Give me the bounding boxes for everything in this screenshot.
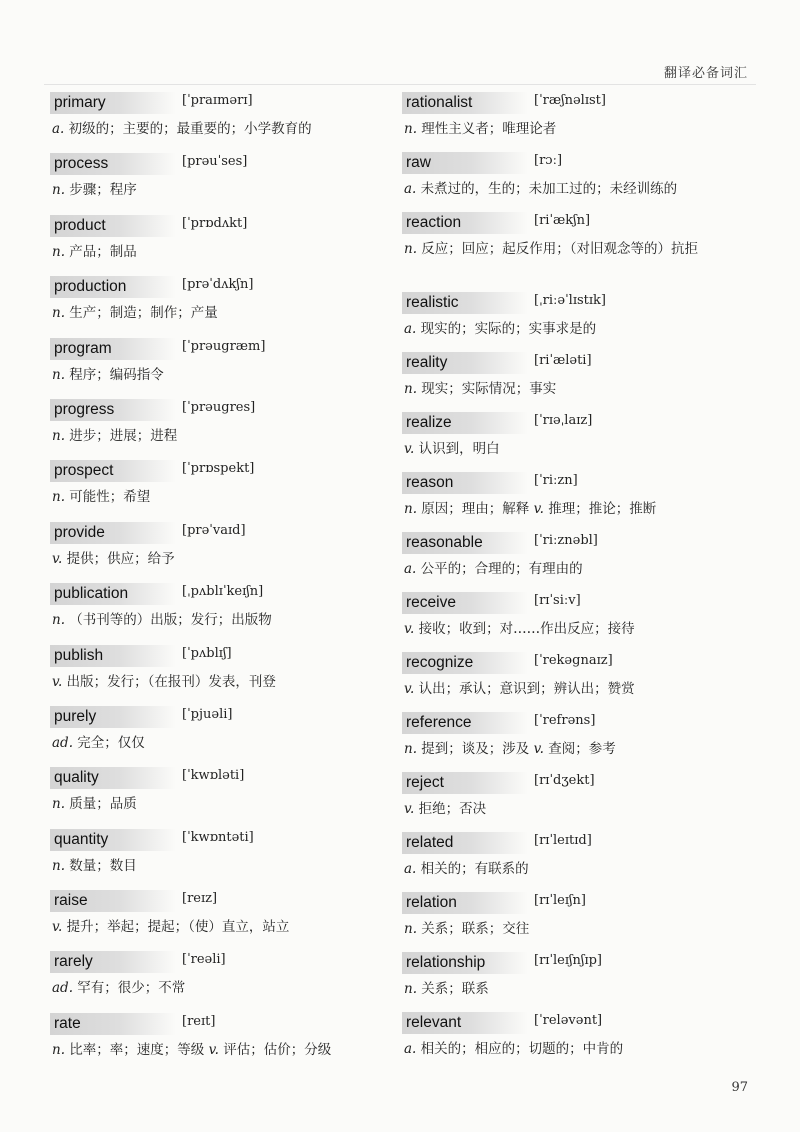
vocab-definition xyxy=(52,549,397,570)
page-header-title: 翻译必备词汇 xyxy=(663,66,748,81)
vocab-word: provide xyxy=(50,522,176,544)
vocab-word: reason xyxy=(402,472,528,494)
vocab-word: quantity xyxy=(50,829,176,851)
vocab-entry xyxy=(402,292,752,352)
definition-text: 完全；仅仅 xyxy=(77,734,145,751)
part-of-speech: n. xyxy=(404,241,417,257)
vocab-definition xyxy=(404,679,749,700)
vocab-word: raw xyxy=(402,152,528,174)
part-of-speech: v. xyxy=(533,501,544,517)
definition-text: 现实的；实际的；实事求是的 xyxy=(420,321,597,337)
vocab-definition xyxy=(52,917,397,938)
part-of-speech: n. xyxy=(52,857,65,874)
phonetic-transcription: [riˈæləti] xyxy=(534,353,592,368)
header-divider xyxy=(44,84,756,85)
definition-text: （书刊等的）出版；发行；出版物 xyxy=(69,612,272,629)
vocab-word: relationship xyxy=(402,952,528,974)
part-of-speech: v. xyxy=(52,673,63,690)
vocab-entry xyxy=(50,522,400,583)
vocab-definition xyxy=(52,610,397,631)
vocab-definition xyxy=(404,859,749,880)
phonetic-transcription: [reɪz] xyxy=(182,891,218,907)
vocab-word: reality xyxy=(402,352,528,374)
definition-text: 相关的；相应的；切题的；中肯的 xyxy=(420,1041,624,1057)
part-of-speech: v. xyxy=(404,441,415,457)
vocab-definition xyxy=(404,319,749,340)
vocab-word: relation xyxy=(402,892,528,914)
definition-text: 生产；制造；制作；产量 xyxy=(69,305,218,322)
vocab-word: related xyxy=(402,832,528,854)
vocab-word: receive xyxy=(402,592,528,614)
vocab-entry xyxy=(50,645,400,706)
definition-text: 接收；收到；对……作出反应；接待 xyxy=(418,621,635,637)
definition-text: 相关的；有联系的 xyxy=(420,861,529,877)
definition-text: 未煮过的，生的；未加工过的；未经训练的 xyxy=(420,181,678,197)
phonetic-transcription: [ˈrekəgnaɪz] xyxy=(534,653,613,668)
definition-text: 质量；品质 xyxy=(69,796,137,813)
phonetic-transcription: [ˌpʌblɪˈkeɪʃn] xyxy=(182,584,264,600)
vocab-entry xyxy=(402,92,752,152)
vocab-entry xyxy=(50,215,400,276)
vocab-definition xyxy=(52,733,397,754)
vocab-definition xyxy=(52,978,397,999)
part-of-speech: n. xyxy=(52,489,65,506)
part-of-speech: n. xyxy=(404,501,417,517)
vocab-definition xyxy=(404,979,749,1000)
definition-text: 关系；联系 xyxy=(421,981,489,997)
vocab-definition xyxy=(404,799,749,820)
vocab-word: process xyxy=(50,153,176,175)
part-of-speech: a. xyxy=(404,861,417,877)
phonetic-transcription: [ˌriːəˈlɪstɪk] xyxy=(534,293,606,308)
page-number: 97 xyxy=(731,1080,748,1095)
part-of-speech: n. xyxy=(52,1041,65,1058)
vocab-definition xyxy=(52,242,397,263)
definition-text: 程序；编码指令 xyxy=(69,366,164,383)
part-of-speech: n. xyxy=(52,612,65,629)
part-of-speech: ad. xyxy=(52,734,73,751)
vocab-entry xyxy=(402,772,752,832)
vocab-entry xyxy=(402,592,752,652)
vocab-word: realize xyxy=(402,412,528,434)
vocab-entry xyxy=(50,92,400,153)
definition-text: 拒绝；否决 xyxy=(418,801,487,817)
phonetic-transcription: [prəˈdʌkʃn] xyxy=(182,277,254,293)
vocab-definition xyxy=(52,794,397,815)
right-column xyxy=(402,92,752,1072)
definition-text: 认出；承认；意识到；辨认出；赞赏 xyxy=(418,681,635,697)
part-of-speech: n. xyxy=(52,305,65,322)
phonetic-transcription: [prəuˈses] xyxy=(182,154,248,170)
vocab-word: rarely xyxy=(50,951,176,973)
vocab-definition xyxy=(404,499,749,520)
definition-text: 比率；率；速度；等级 xyxy=(69,1041,205,1058)
vocab-entry xyxy=(50,153,400,214)
definition-text: 查阅；参考 xyxy=(548,741,616,757)
phonetic-transcription: [reɪt] xyxy=(182,1013,216,1029)
vocab-word: primary xyxy=(50,92,176,114)
vocab-word: program xyxy=(50,338,176,360)
vocab-entry xyxy=(50,951,400,1012)
vocab-entry xyxy=(402,152,752,212)
definition-text: 进步；进展；进程 xyxy=(69,427,178,444)
definition-text: 提升；举起；提起；（使）直立，站立 xyxy=(66,919,290,936)
phonetic-transcription: [ˈprəugres] xyxy=(182,399,256,415)
part-of-speech: n. xyxy=(52,796,65,813)
vocab-definition xyxy=(52,487,397,508)
part-of-speech: a. xyxy=(404,181,417,197)
part-of-speech: v. xyxy=(52,550,63,567)
vocab-entry xyxy=(50,583,400,644)
phonetic-transcription: [rɪˈdʒekt] xyxy=(534,773,595,788)
part-of-speech: n. xyxy=(52,243,65,260)
part-of-speech: n. xyxy=(52,182,65,199)
vocab-entry xyxy=(402,952,752,1012)
vocab-word: reference xyxy=(402,712,528,734)
definition-text: 提到；谈及；涉及 xyxy=(421,741,530,757)
phonetic-transcription: [riˈækʃn] xyxy=(534,213,591,228)
part-of-speech: v. xyxy=(533,741,544,757)
vocab-definition xyxy=(52,672,397,693)
vocab-word: purely xyxy=(50,706,176,728)
part-of-speech: n. xyxy=(404,381,417,397)
definition-text: 认识到，明白 xyxy=(418,441,500,457)
vocab-entry xyxy=(50,276,400,337)
definition-text: 公平的；合理的；有理由的 xyxy=(420,561,583,577)
phonetic-transcription: [rɔː] xyxy=(534,153,563,168)
phonetic-transcription: [ˈræʃnəlɪst] xyxy=(534,93,606,108)
vocab-entry xyxy=(402,832,752,892)
vocab-word: reject xyxy=(402,772,528,794)
part-of-speech: ad. xyxy=(52,980,73,997)
phonetic-transcription: [ˈkwɒntəti] xyxy=(182,829,254,845)
part-of-speech: a. xyxy=(404,561,417,577)
vocab-definition xyxy=(404,739,749,760)
vocab-word: publication xyxy=(50,583,176,605)
part-of-speech: v. xyxy=(208,1041,219,1058)
definition-text: 步骤；程序 xyxy=(69,182,137,199)
vocab-definition xyxy=(52,1040,397,1061)
vocab-definition xyxy=(404,239,749,260)
part-of-speech: v. xyxy=(52,919,63,936)
vocab-definition xyxy=(404,559,749,580)
vocab-word: reasonable xyxy=(402,532,528,554)
phonetic-transcription: [rɪˈleɪtɪd] xyxy=(534,833,592,848)
definition-text: 反应；回应；起反作用；（对旧观念等的）抗拒 xyxy=(421,241,699,257)
vocab-entry xyxy=(50,890,400,951)
vocab-entry xyxy=(50,1013,400,1074)
vocab-word: quality xyxy=(50,767,176,789)
phonetic-transcription: [rɪˈleɪʃn] xyxy=(534,893,586,908)
vocab-definition xyxy=(52,119,397,140)
vocab-word: rationalist xyxy=(402,92,528,114)
part-of-speech: a. xyxy=(404,1041,417,1057)
phonetic-transcription: [rɪˈsiːv] xyxy=(534,593,581,608)
vocab-entry xyxy=(50,767,400,828)
vocab-entry xyxy=(402,472,752,532)
part-of-speech: n. xyxy=(52,366,65,383)
phonetic-transcription: [ˈprɒspekt] xyxy=(182,461,255,477)
vocab-definition xyxy=(404,379,749,400)
part-of-speech: n. xyxy=(52,427,65,444)
phonetic-transcription: [rɪˈleɪʃnʃɪp] xyxy=(534,953,603,968)
phonetic-transcription: [ˈrɪəˌlaɪz] xyxy=(534,413,593,428)
phonetic-transcription: [ˈriːzn] xyxy=(534,473,578,488)
vocab-word: realistic xyxy=(402,292,528,314)
phonetic-transcription: [ˈriːznəbl] xyxy=(534,533,598,548)
part-of-speech: v. xyxy=(404,801,415,817)
vocab-definition xyxy=(404,439,749,460)
definition-text: 推理；推论；推断 xyxy=(548,501,657,517)
phonetic-transcription: [prəˈvaɪd] xyxy=(182,522,246,538)
definition-text: 罕有；很少；不常 xyxy=(77,980,186,997)
vocab-definition xyxy=(404,119,749,140)
left-column xyxy=(50,92,400,1074)
vocab-word: production xyxy=(50,276,176,298)
definition-text: 关系；联系；交往 xyxy=(421,921,530,937)
vocab-entry xyxy=(402,1012,752,1072)
part-of-speech: n. xyxy=(404,981,417,997)
vocab-entry xyxy=(402,652,752,712)
definition-text: 可能性；希望 xyxy=(69,489,151,506)
vocab-word: relevant xyxy=(402,1012,528,1034)
vocab-entry xyxy=(402,212,752,292)
part-of-speech: a. xyxy=(52,121,65,137)
part-of-speech: a. xyxy=(404,321,417,337)
vocab-entry xyxy=(402,412,752,472)
vocab-entry xyxy=(402,532,752,592)
vocab-entry xyxy=(50,338,400,399)
vocab-word: reaction xyxy=(402,212,528,234)
vocab-definition xyxy=(52,303,397,324)
vocab-definition xyxy=(52,365,397,386)
definition-text: 现实；实际情况；事实 xyxy=(421,381,557,397)
vocab-definition xyxy=(404,619,749,640)
vocab-definition xyxy=(52,180,397,201)
definition-text: 评估；估价；分级 xyxy=(223,1041,332,1058)
vocab-definition xyxy=(52,426,397,447)
vocab-entry xyxy=(50,460,400,521)
part-of-speech: n. xyxy=(404,921,417,937)
definition-text: 原因；理由；解释 xyxy=(421,501,530,517)
vocab-definition xyxy=(404,1039,749,1060)
phonetic-transcription: [ˈpʌblɪʃ] xyxy=(182,645,232,661)
vocab-word: publish xyxy=(50,645,176,667)
vocab-entry xyxy=(50,706,400,767)
vocab-entry xyxy=(402,352,752,412)
definition-text: 初级的；主要的；最重要的；小学教育的 xyxy=(68,121,312,137)
vocab-entry xyxy=(50,829,400,890)
vocab-definition xyxy=(404,179,749,200)
definition-text: 提供；供应；给予 xyxy=(66,550,175,567)
phonetic-transcription: [ˈrefrəns] xyxy=(534,713,596,728)
phonetic-transcription: [ˈprɒdʌkt] xyxy=(182,215,248,231)
vocab-entry xyxy=(50,399,400,460)
phonetic-transcription: [ˈprəugræm] xyxy=(182,338,266,354)
phonetic-transcription: [ˈpraɪmərɪ] xyxy=(182,93,253,108)
vocab-entry xyxy=(402,892,752,952)
definition-text: 产品；制品 xyxy=(69,243,137,260)
definition-text: 出版；发行；（在报刊）发表，刊登 xyxy=(66,673,276,690)
vocab-definition xyxy=(404,919,749,940)
vocab-word: prospect xyxy=(50,460,176,482)
phonetic-transcription: [ˈpjuəli] xyxy=(182,706,233,722)
vocab-entry xyxy=(402,712,752,772)
definition-text: 数量；数目 xyxy=(69,857,137,874)
vocab-word: raise xyxy=(50,890,176,912)
vocab-word: recognize xyxy=(402,652,528,674)
part-of-speech: v. xyxy=(404,621,415,637)
part-of-speech: v. xyxy=(404,681,415,697)
phonetic-transcription: [ˈreləvənt] xyxy=(534,1013,603,1028)
vocab-word: product xyxy=(50,215,176,237)
vocab-word: progress xyxy=(50,399,176,421)
vocab-definition xyxy=(52,856,397,877)
part-of-speech: n. xyxy=(404,121,417,137)
definition-text: 理性主义者；唯理论者 xyxy=(421,121,557,137)
part-of-speech: n. xyxy=(404,741,417,757)
vocab-word: rate xyxy=(50,1013,176,1035)
phonetic-transcription: [ˈreəli] xyxy=(182,952,226,968)
phonetic-transcription: [ˈkwɒləti] xyxy=(182,768,245,784)
